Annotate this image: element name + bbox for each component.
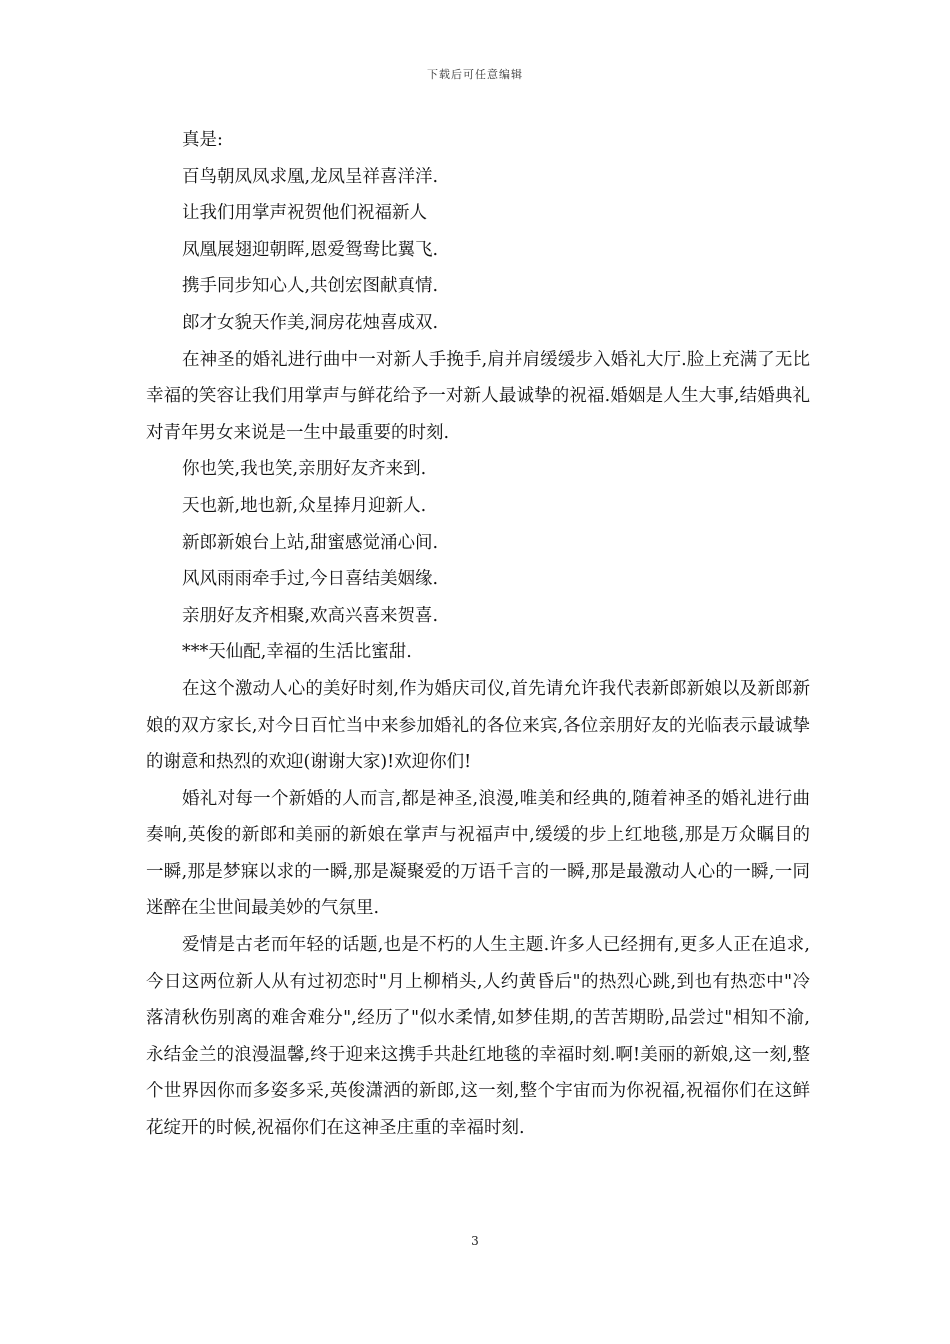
verse-line: 风风雨雨牵手过,今日喜结美姻缘. [182,569,439,590]
document-body [146,122,810,1147]
verse-line: 百鸟朝凤凤求凰,龙凤呈祥喜洋洋. [182,166,439,187]
verse-line: 郎才女貌天作美,洞房花烛喜成双. [182,312,439,333]
verse-line: 亲朋好友齐相聚,欢高兴喜来贺喜. [182,605,439,626]
paragraph: 爱情是古老而年轻的话题,也是不朽的人生主题.许多人已经拥有,更多人正在追求,今日这两位新人从有过初恋时"月上柳梢头,人约黄昏后"的热烈心跳,到也有热恋中"冷落清秋伤别离的难舍难分",经历了"似水柔情,如梦佳期,的苦苦期盼,品尝过"相知不渝,永结金兰的浪漫温馨,终于迎来这携手共赴红地毯的幸福时刻.啊!美丽的新娘,这一刻,整个世界因你而多姿多采,英俊潇洒的新郎,这一刻,整个宇宙而为你祝福,祝福你们在这鲜花绽开的时候,祝福你们在这神圣庄重的幸福时刻. [146,935,810,1139]
page-header: 下载后可任意编辑 [427,68,523,81]
verse-line: 凤凰展翅迎朝晖,恩爱鸳鸯比翼飞. [182,239,439,260]
verse-line: 新郎新娘台上站,甜蜜感觉涌心间. [182,532,439,553]
verse-line: 天也新,地也新,众星捧月迎新人. [182,495,427,516]
verse-line: 携手同步知心人,共创宏图献真情. [182,276,439,297]
page-number: 3 [471,1234,479,1248]
verse-line: 真是: [182,130,223,150]
paragraph: 婚礼对每一个新婚的人而言,都是神圣,浪漫,唯美和经典的,随着神圣的婚礼进行曲奏响,英俊的新郎和美丽的新娘在掌声与祝福声中,缓缓的步上红地毯,那是万众瞩目的一瞬,那是梦寐以求的一瞬,那是凝聚爱的万语千言的一瞬,那是最激动人心的一瞬,一同迷醉在尘世间最美妙的气氛里. [146,788,810,919]
verse-line: 你也笑,我也笑,亲朋好友齐来到. [182,459,427,480]
verse-line: 让我们用掌声祝贺他们祝福新人 [182,203,427,224]
paragraph: 在神圣的婚礼进行曲中一对新人手挽手,肩并肩缓缓步入婚礼大厅.脸上充满了无比幸福的笑容让我们用掌声与鲜花给予一对新人最诚挚的祝福.婚姻是人生大事,结婚典礼对青年男女来说是一生中最重要的时刻. [146,349,810,443]
paragraph: 在这个激动人心的美好时刻,作为婚庆司仪,首先请允许我代表新郎新娘以及新郎新娘的双方家长,对今日百忙当中来参加婚礼的各位来宾,各位亲朋好友的光临表示最诚挚的谢意和热烈的欢迎(谢谢大家)!欢迎你们! [146,678,810,773]
verse-line: ***天仙配,幸福的生活比蜜甜. [182,642,412,663]
